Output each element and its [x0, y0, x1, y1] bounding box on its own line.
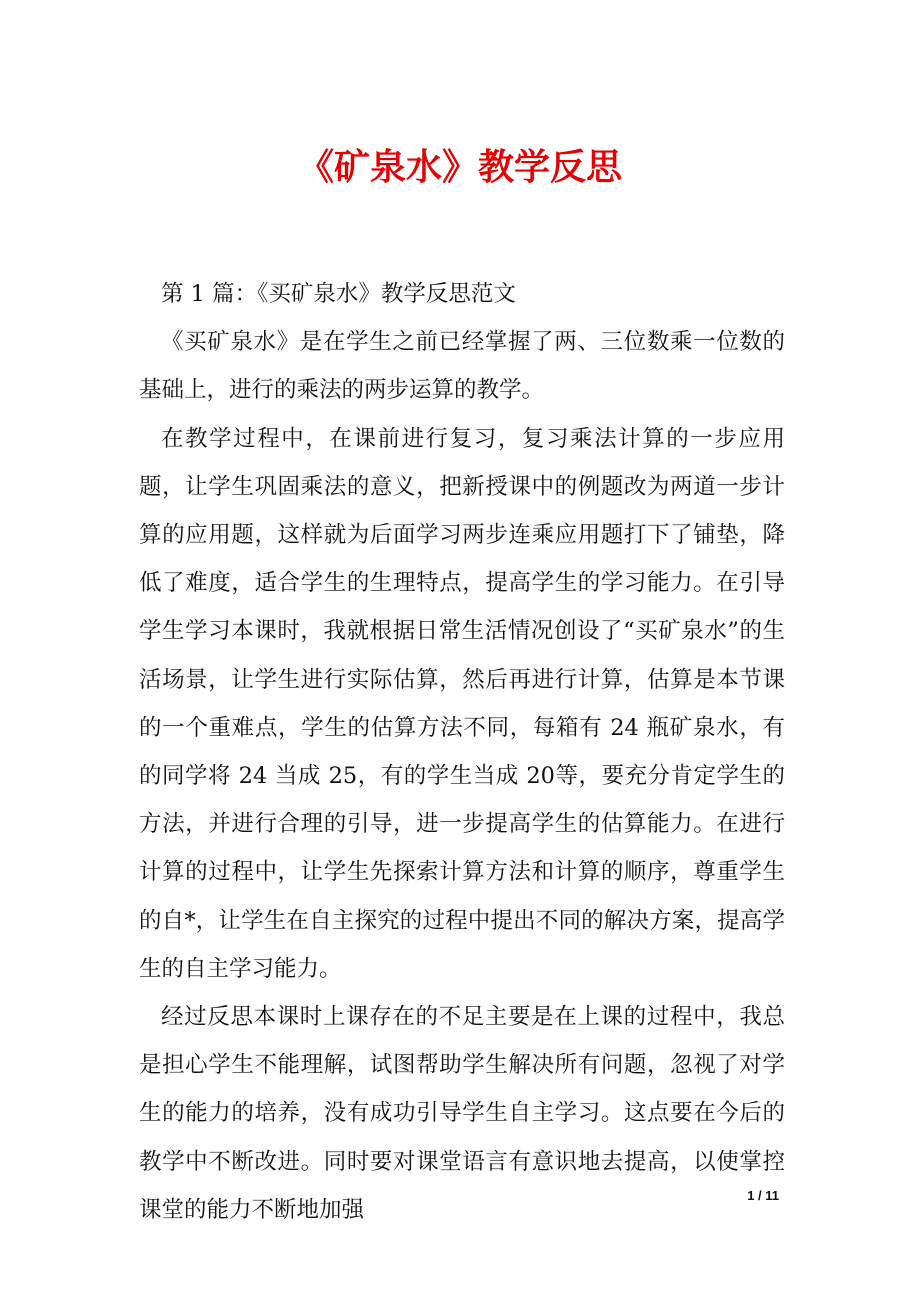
- document-title: 《矿泉水》教学反思: [297, 146, 622, 188]
- page-number: 1 / 11: [747, 1188, 779, 1203]
- paragraph: 在教学过程中，在课前进行复习，复习乘法计算的一步应用题，让学生巩固乘法的意义，把新授课中的例题改为两道一步计算的应用题，这样就为后面学习两步连乘应用题打下了铺垫，降低了难度，适合学生的生理特点，提高学生的学习能力。在引导学生学习本课时，我就根据日常生活情况创设了“买矿泉水”的生活场景，让学生进行实际估算，然后再进行计算，估算是本节课的一个重难点，学生的估算方法不同，每箱有 24 瓶矿泉水，有的同学将 24 当成 25，有的学生当成 20等，要充分肯定学生的方法，并进行合理的引导，进一步提高学生的估算能力。在进行计算的过程中，让学生先探索计算方法和计算的顺序，尊重学生的自*，让学生在自主探究的过程中提出不同的解决方案，提高学生的自主学习能力。: [139, 425, 785, 982]
- paragraph: 《买矿泉水》是在学生之前已经掌握了两、三位数乘一位数的基础上，进行的乘法的两步运算的教学。: [139, 329, 785, 404]
- paragraph: 经过反思本课时上课存在的不足主要是在上课的过程中，我总是担心学生不能理解，试图帮助学生解决所有问题，忽视了对学生的能力的培养，没有成功引导学生自主学习。这点要在今后的教学中不断改进。同时要对课堂语言有意识地去提高，以使掌控课堂的能力不断地加强: [139, 1004, 785, 1223]
- section-heading: 第 1 篇：《买矿泉水》教学反思范文: [161, 281, 516, 307]
- document-body: [139, 270, 785, 1234]
